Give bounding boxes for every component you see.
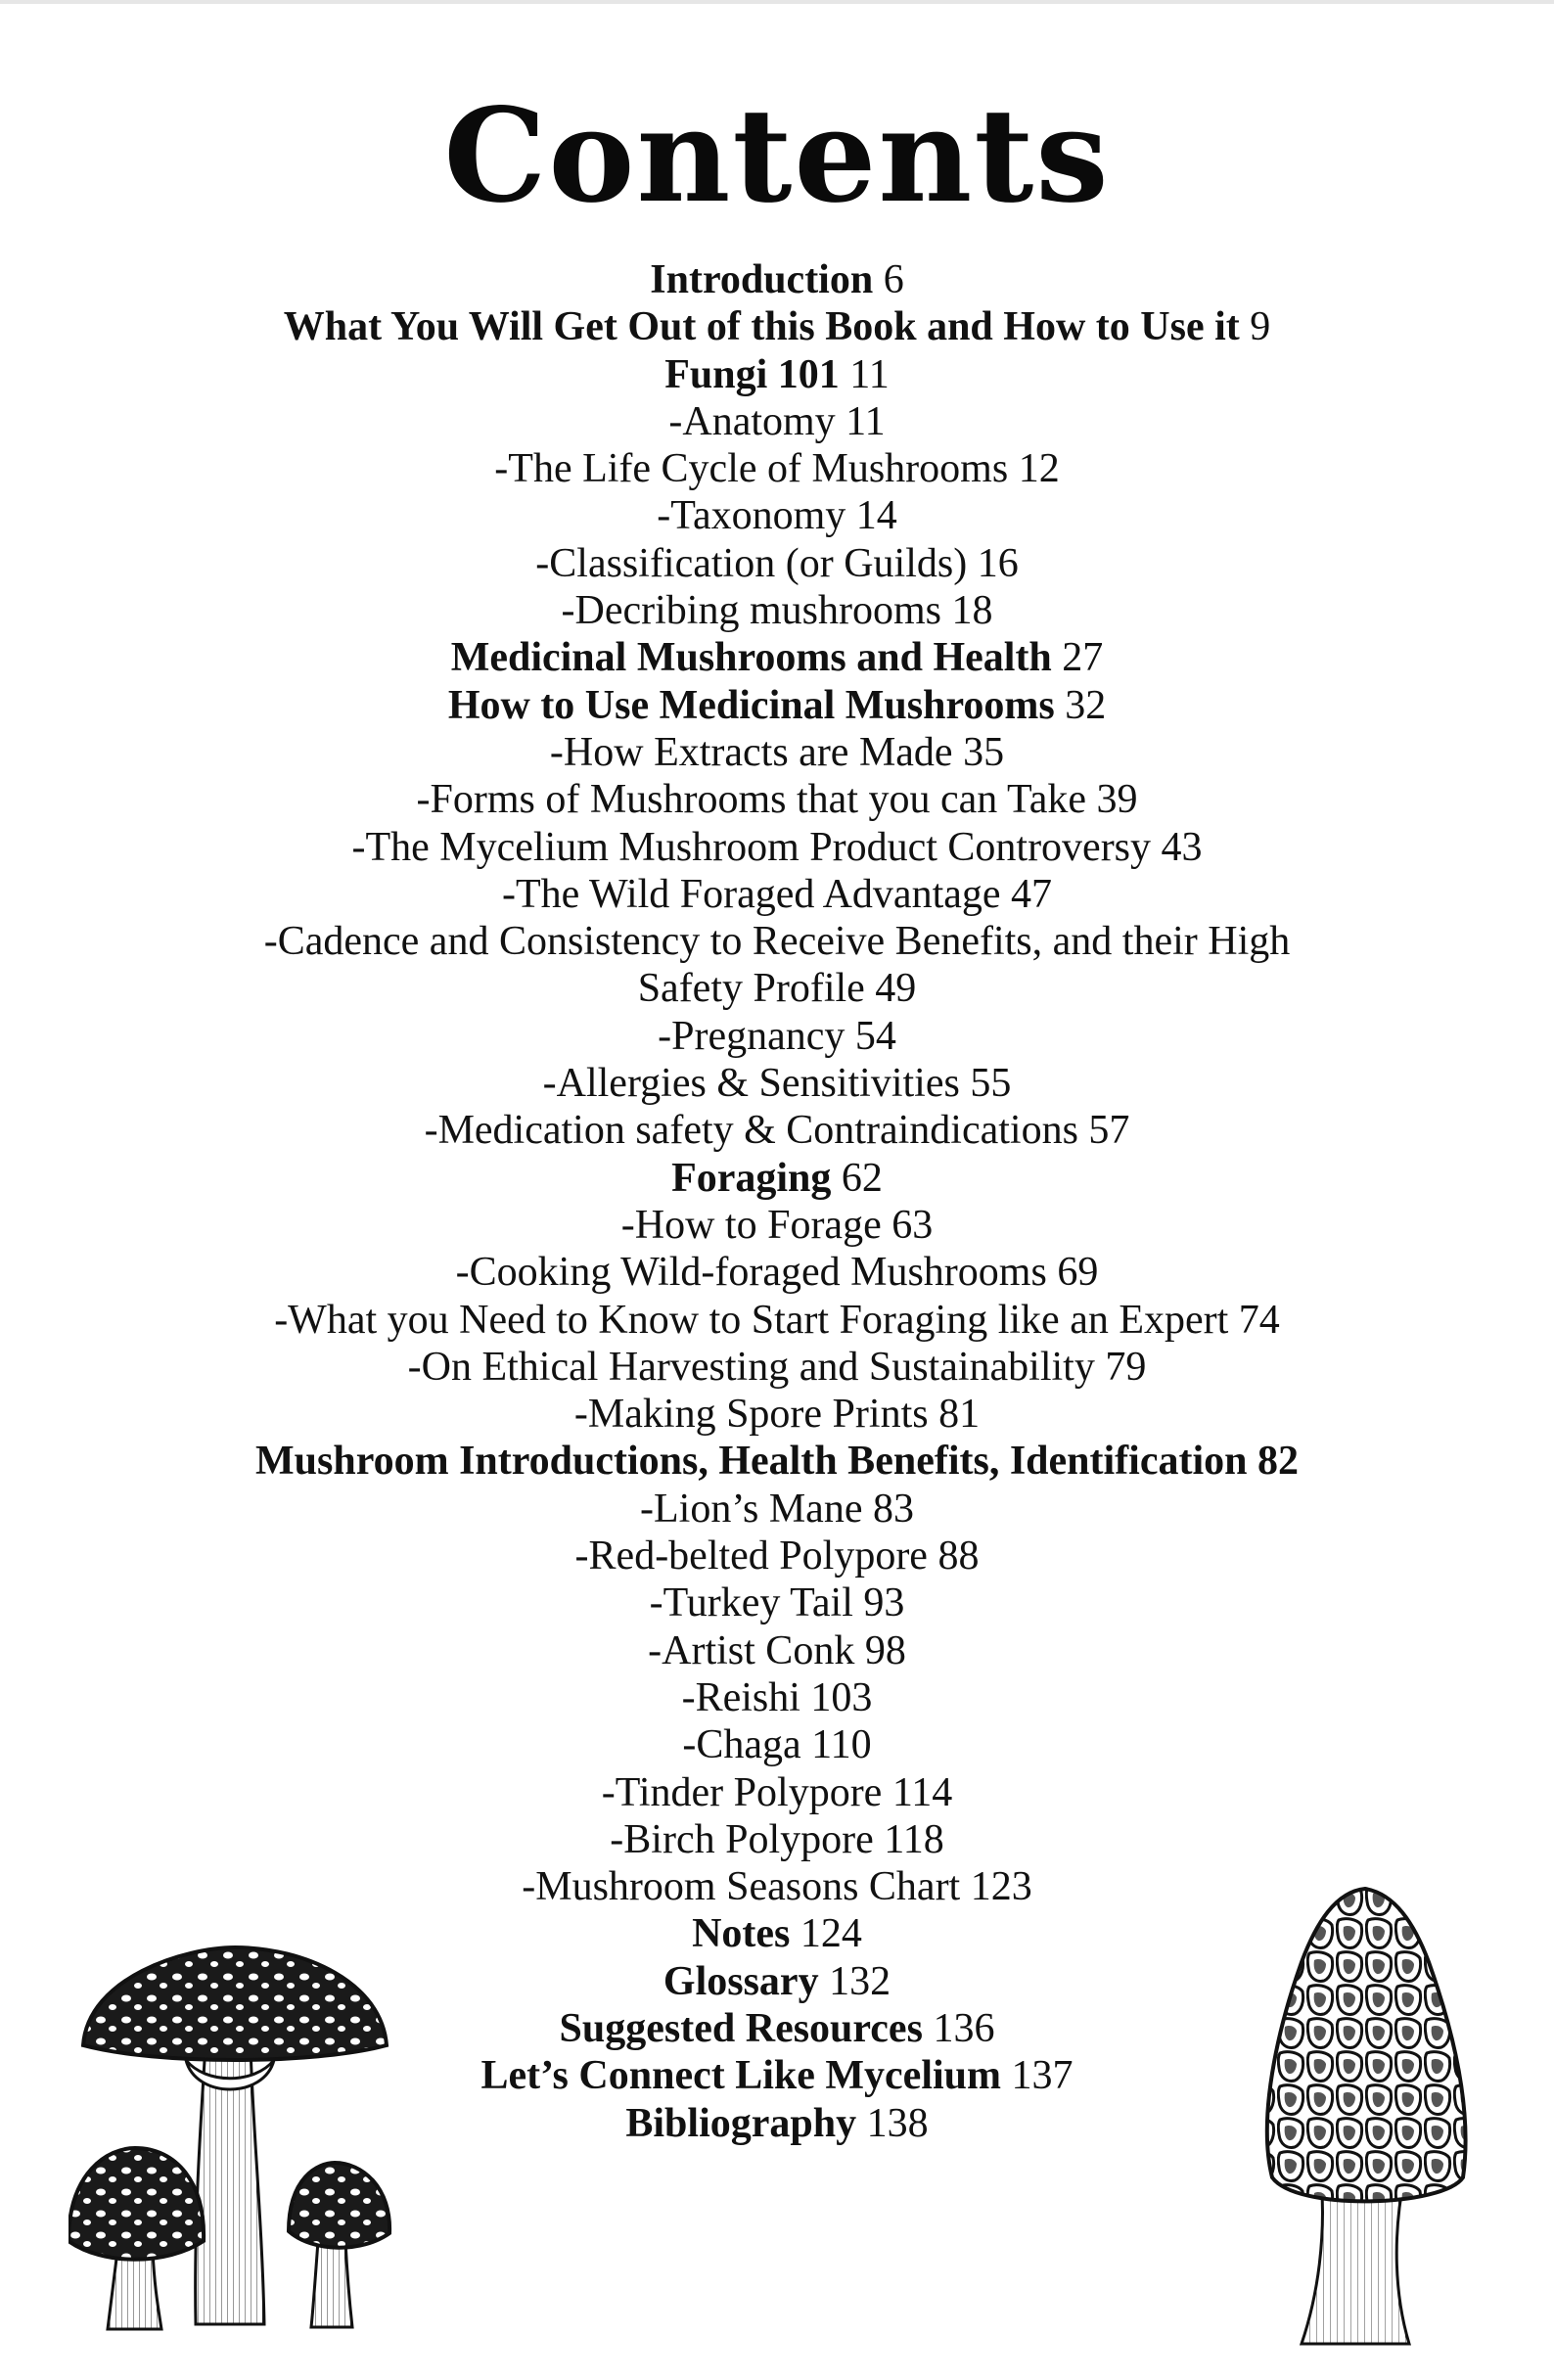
toc-entry-title: -Classification (or Guilds) xyxy=(535,540,968,586)
toc-entry-page-number: 49 xyxy=(875,966,917,1012)
morel-mushroom-icon xyxy=(1248,1884,1502,2354)
fly-agaric-mushrooms-icon xyxy=(69,1928,411,2349)
toc-entry-title: -Anatomy xyxy=(668,398,836,444)
toc-entry xyxy=(0,1438,1554,1485)
toc-entry-page-number: 12 xyxy=(1018,446,1060,492)
toc-entry xyxy=(0,1155,1554,1202)
toc-entry-title: Suggested Resources xyxy=(559,2005,923,2051)
toc-entry xyxy=(0,303,1554,350)
toc-entry-title: What You Will Get Out of this Book and How to Use it xyxy=(283,304,1240,350)
toc-entry xyxy=(0,1344,1554,1391)
toc-entry-title: -The Wild Foraged Advantage xyxy=(501,871,1001,917)
toc-entry xyxy=(0,1769,1554,1816)
toc-entry-page-number: 55 xyxy=(970,1061,1012,1107)
toc-entry-page-number: 16 xyxy=(977,540,1019,586)
toc-entry-page-number: 118 xyxy=(884,1816,944,1862)
toc-entry-title: -On Ethical Harvesting and Sustainability xyxy=(407,1344,1095,1390)
toc-entry xyxy=(0,634,1554,681)
toc-entry-title: Safety Profile xyxy=(637,966,865,1012)
toc-entry-page-number: 93 xyxy=(863,1580,905,1626)
toc-entry-page-number: 14 xyxy=(855,493,897,539)
top-edge xyxy=(0,0,1554,4)
page-title: Contents xyxy=(443,80,1111,232)
toc-entry-title: Introduction xyxy=(650,257,874,302)
toc-entry xyxy=(0,1297,1554,1344)
toc-entry xyxy=(0,729,1554,776)
toc-entry-title: -Cadence and Consistency to Receive Benefits, and their High xyxy=(263,919,1291,965)
toc-entry-page-number: 74 xyxy=(1238,1297,1280,1343)
toc-entry-page-number: 124 xyxy=(800,1911,862,1957)
toc-entry xyxy=(0,256,1554,303)
toc-entry-page-number: 103 xyxy=(810,1674,873,1720)
toc-entry-title: Let’s Connect Like Mycelium xyxy=(480,2053,1002,2099)
toc-entry-page-number: 110 xyxy=(811,1722,872,1768)
toc-entry-title: -What you Need to Know to Start Foraging like an Expert xyxy=(274,1297,1229,1343)
toc-entry-page-number: 137 xyxy=(1011,2053,1074,2099)
toc-entry-title: Fungi 101 xyxy=(664,351,840,397)
toc-entry xyxy=(0,1816,1554,1863)
toc-entry-page-number: 57 xyxy=(1088,1108,1130,1154)
toc-entry-page-number: 11 xyxy=(846,398,886,444)
toc-entry-page-number: 62 xyxy=(841,1155,883,1201)
toc-entry-title: -Making Spore Prints xyxy=(573,1392,929,1438)
toc-entry xyxy=(0,1391,1554,1438)
toc-entry-page-number: 43 xyxy=(1161,824,1203,870)
toc-entry xyxy=(0,540,1554,587)
toc-entry-page-number: 9 xyxy=(1250,304,1271,350)
toc-entry-page-number: 35 xyxy=(963,729,1005,775)
toc-entry xyxy=(0,776,1554,823)
toc-entry xyxy=(0,1202,1554,1249)
toc-entry-page-number: 11 xyxy=(849,351,890,397)
toc-entry-page-number: 114 xyxy=(891,1769,953,1815)
toc-entry xyxy=(0,1533,1554,1579)
toc-entry-title: -Lion’s Mane xyxy=(640,1486,863,1532)
toc-entry-page-number: 82 xyxy=(1257,1439,1299,1485)
toc-entry-title: -Artist Conk xyxy=(648,1627,855,1673)
toc-entry xyxy=(0,587,1554,634)
toc-entry-title: -Reishi xyxy=(681,1674,800,1720)
toc-entry xyxy=(0,398,1554,445)
toc-entry-page-number: 132 xyxy=(829,1958,891,2004)
toc-entry-page-number: 98 xyxy=(864,1627,906,1673)
toc-entry-page-number: 81 xyxy=(938,1392,981,1438)
toc-entry xyxy=(0,682,1554,729)
toc-entry-title: Notes xyxy=(692,1911,791,1957)
toc-entry-page-number: 18 xyxy=(951,588,993,634)
toc-entry-page-number: 32 xyxy=(1065,682,1107,728)
toc-entry-page-number: 79 xyxy=(1105,1344,1147,1390)
toc-entry-title: -How Extracts are Made xyxy=(549,729,953,775)
toc-entry-title: -Turkey Tail xyxy=(649,1580,853,1626)
toc-entry xyxy=(0,871,1554,918)
toc-entry-title: -Cooking Wild-foraged Mushrooms xyxy=(455,1250,1047,1296)
toc-entry-page-number: 63 xyxy=(891,1202,934,1248)
toc-entry xyxy=(0,445,1554,492)
toc-entry xyxy=(0,1721,1554,1768)
toc-entry-page-number: 83 xyxy=(872,1486,914,1532)
toc-entry-title: Mushroom Introductions, Health Benefits, Identification xyxy=(255,1439,1248,1485)
toc-entry-title: -Red-belted Polypore xyxy=(574,1533,928,1579)
toc-entry-title: -The Life Cycle of Mushrooms xyxy=(494,446,1009,492)
toc-entry-title: Medicinal Mushrooms and Health xyxy=(450,635,1052,681)
table-of-contents xyxy=(0,256,1554,2147)
toc-entry xyxy=(0,824,1554,871)
toc-entry-page-number: 138 xyxy=(866,2100,929,2146)
toc-entry-page-number: 123 xyxy=(970,1864,1032,1910)
toc-entry-title: -Chaga xyxy=(682,1722,801,1768)
toc-entry-title: How to Use Medicinal Mushrooms xyxy=(447,682,1055,728)
toc-entry-title: Foraging xyxy=(671,1155,832,1201)
toc-entry-title: -Allergies & Sensitivities xyxy=(542,1061,960,1107)
toc-entry-page-number: 88 xyxy=(937,1533,980,1579)
toc-entry-page-number: 27 xyxy=(1062,635,1104,681)
toc-entry xyxy=(0,965,1554,1012)
toc-entry xyxy=(0,1486,1554,1533)
toc-entry-page-number: 47 xyxy=(1011,871,1053,917)
toc-entry-page-number: 54 xyxy=(854,1013,896,1059)
toc-entry xyxy=(0,1249,1554,1296)
toc-entry-title: -Pregnancy xyxy=(658,1013,846,1059)
toc-entry-page-number: 6 xyxy=(883,257,904,302)
toc-entry xyxy=(0,1107,1554,1154)
toc-entry-page-number: 39 xyxy=(1096,777,1138,823)
toc-entry xyxy=(0,1060,1554,1107)
toc-entry-title: -Taxonomy xyxy=(657,493,846,539)
toc-entry xyxy=(0,1579,1554,1626)
toc-entry-title: Glossary xyxy=(663,1958,819,2004)
toc-entry xyxy=(0,1013,1554,1060)
toc-entry-title: Bibliography xyxy=(625,2100,857,2146)
toc-entry-page-number: 136 xyxy=(933,2005,995,2051)
toc-entry-title: -Birch Polypore xyxy=(610,1816,874,1862)
toc-entry xyxy=(0,1674,1554,1721)
toc-entry-title: -How to Forage xyxy=(620,1202,882,1248)
toc-entry-title: -Forms of Mushrooms that you can Take xyxy=(416,777,1087,823)
toc-entry-title: -Tinder Polypore xyxy=(601,1769,883,1815)
toc-entry-page-number: 69 xyxy=(1057,1250,1099,1296)
toc-entry xyxy=(0,918,1554,965)
toc-entry-title: -Mushroom Seasons Chart xyxy=(522,1864,961,1910)
toc-entry-title: -Decribing mushrooms xyxy=(561,588,941,634)
toc-entry-title: -The Mycelium Mushroom Product Controversy xyxy=(351,824,1152,870)
toc-entry xyxy=(0,1627,1554,1674)
toc-entry xyxy=(0,492,1554,539)
toc-entry xyxy=(0,351,1554,398)
toc-entry-title: -Medication safety & Contraindications xyxy=(424,1108,1078,1154)
